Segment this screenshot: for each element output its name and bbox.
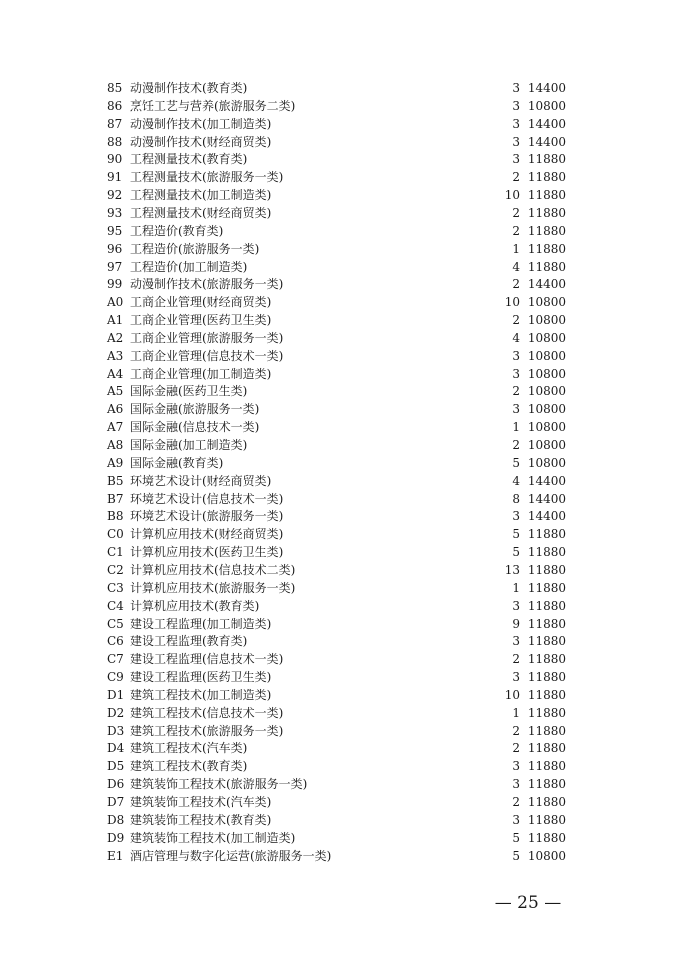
row-code: 91 <box>107 170 123 185</box>
table-row <box>0 134 680 152</box>
row-fee: 11880 <box>527 188 566 203</box>
row-fee: 11880 <box>527 812 566 827</box>
row-fee: 14400 <box>527 116 566 131</box>
table-row <box>0 758 680 776</box>
row-count: 9 <box>512 616 520 631</box>
row-code: C0 <box>107 527 124 542</box>
row-fee: 14400 <box>527 134 566 149</box>
row-fee: 11880 <box>527 545 566 560</box>
row-code: D1 <box>107 687 125 702</box>
row-count: 4 <box>512 473 520 488</box>
row-code: 85 <box>107 81 123 95</box>
table-row <box>0 223 680 241</box>
table-row <box>0 312 680 330</box>
row-fee: 11880 <box>527 598 566 613</box>
table-row <box>0 669 680 687</box>
row-program-name: 建筑工程技术(教育类) <box>130 759 248 774</box>
row-code: 96 <box>107 241 123 256</box>
row-count: 3 <box>512 152 520 167</box>
row-count: 2 <box>512 438 520 452</box>
row-count: 2 <box>512 170 520 185</box>
row-program-name: 建筑工程技术(汽车类) <box>130 741 248 756</box>
row-code: C5 <box>107 616 124 631</box>
row-code: D2 <box>107 705 125 720</box>
row-code: 87 <box>107 116 123 131</box>
row-fee: 10800 <box>527 330 566 345</box>
row-count: 2 <box>512 205 520 220</box>
table-row <box>0 705 680 723</box>
table-row <box>0 455 680 473</box>
row-count: 3 <box>512 134 520 149</box>
row-code: 88 <box>107 134 123 149</box>
row-fee: 10800 <box>527 295 566 310</box>
row-count: 3 <box>512 759 520 774</box>
row-fee: 11880 <box>527 259 566 274</box>
row-code: A3 <box>107 348 124 363</box>
row-count: 5 <box>512 848 520 863</box>
table-row <box>0 259 680 277</box>
row-fee: 11880 <box>527 634 566 649</box>
page-number: — 25 — <box>494 893 562 913</box>
row-program-name: 工商企业管理(加工制造类) <box>130 366 272 381</box>
row-fee: 11880 <box>527 527 566 542</box>
row-code: 93 <box>107 205 123 220</box>
row-code: D3 <box>107 723 125 738</box>
row-program-name: 环境艺术设计(信息技术一类) <box>130 491 284 506</box>
row-fee: 10800 <box>527 420 566 435</box>
table-row <box>0 294 680 312</box>
row-count: 3 <box>512 366 520 381</box>
row-program-name: 建筑装饰工程技术(加工制造类) <box>130 830 296 845</box>
row-fee: 10800 <box>527 848 566 863</box>
table-row <box>0 598 680 616</box>
row-fee: 11880 <box>527 205 566 220</box>
row-count: 2 <box>512 223 520 238</box>
row-count: 2 <box>512 741 520 756</box>
row-program-name: 环境艺术设计(旅游服务一类) <box>130 509 284 524</box>
row-count: 3 <box>512 81 520 95</box>
row-program-name: 烹饪工艺与营养(旅游服务二类) <box>130 98 296 113</box>
row-fee: 11880 <box>527 687 566 702</box>
row-code: A0 <box>107 295 124 310</box>
row-code: A7 <box>107 420 124 435</box>
row-program-name: 国际金融(旅游服务一类) <box>130 402 260 417</box>
row-code: C6 <box>107 634 124 649</box>
row-code: A5 <box>107 384 124 399</box>
row-count: 4 <box>512 259 520 274</box>
row-count: 2 <box>512 795 520 809</box>
row-code: C2 <box>107 562 124 577</box>
row-program-name: 建筑工程技术(信息技术一类) <box>130 705 284 720</box>
table-row <box>0 544 680 562</box>
row-fee: 11880 <box>527 241 566 256</box>
row-program-name: 计算机应用技术(教育类) <box>130 598 260 613</box>
row-code: B7 <box>107 491 124 506</box>
table-row <box>0 633 680 651</box>
row-fee: 10800 <box>527 366 566 381</box>
row-count: 3 <box>512 634 520 649</box>
row-code: A4 <box>107 366 124 381</box>
row-program-name: 国际金融(信息技术一类) <box>130 420 260 435</box>
row-count: 4 <box>512 330 520 345</box>
row-fee: 11880 <box>527 580 566 595</box>
row-code: A2 <box>107 330 124 345</box>
row-program-name: 建筑工程技术(加工制造类) <box>130 687 272 702</box>
row-code: 97 <box>107 259 123 274</box>
row-count: 5 <box>512 545 520 560</box>
row-count: 3 <box>512 598 520 613</box>
row-code: D5 <box>107 759 125 774</box>
row-fee: 11880 <box>527 170 566 185</box>
table-row <box>0 526 680 544</box>
table-row <box>0 473 680 491</box>
row-program-name: 工商企业管理(财经商贸类) <box>130 295 272 310</box>
row-program-name: 工程测量技术(加工制造类) <box>130 188 272 203</box>
row-code: 95 <box>107 223 123 238</box>
row-program-name: 工程造价(旅游服务一类) <box>130 241 260 256</box>
row-fee: 11880 <box>527 830 566 845</box>
page-number-footer <box>0 893 680 913</box>
row-fee: 10800 <box>527 455 566 470</box>
row-code: A9 <box>107 455 124 470</box>
row-program-name: 工商企业管理(信息技术一类) <box>130 348 284 363</box>
row-fee: 11880 <box>527 616 566 631</box>
row-fee: 10800 <box>527 348 566 363</box>
row-program-name: 建筑装饰工程技术(旅游服务一类) <box>130 777 308 792</box>
row-program-name: 建筑装饰工程技术(教育类) <box>130 812 272 827</box>
table-row <box>0 580 680 598</box>
row-count: 2 <box>512 652 520 667</box>
row-code: D8 <box>107 812 125 827</box>
table-row <box>0 740 680 758</box>
table-row <box>0 330 680 348</box>
row-code: C3 <box>107 580 124 595</box>
table-row <box>0 187 680 205</box>
table-row <box>0 437 680 455</box>
row-fee: 11880 <box>527 759 566 774</box>
row-count: 1 <box>512 705 520 720</box>
row-count: 10 <box>504 188 520 203</box>
row-count: 3 <box>512 670 520 685</box>
row-count: 1 <box>512 241 520 256</box>
table-row <box>0 687 680 705</box>
row-fee: 11880 <box>527 741 566 756</box>
table-row <box>0 276 680 294</box>
row-fee: 10800 <box>527 438 566 452</box>
row-program-name: 计算机应用技术(财经商贸类) <box>130 527 284 542</box>
table-row <box>0 848 680 866</box>
table-row <box>0 616 680 634</box>
table-row <box>0 508 680 526</box>
row-fee: 10800 <box>527 98 566 113</box>
table-row <box>0 794 680 812</box>
row-count: 13 <box>504 562 520 577</box>
row-program-name: 建筑工程技术(旅游服务一类) <box>130 723 284 738</box>
row-code: A1 <box>107 313 124 328</box>
row-fee: 11880 <box>527 652 566 667</box>
row-fee: 10800 <box>527 313 566 328</box>
table-row <box>0 241 680 259</box>
row-program-name: 国际金融(加工制造类) <box>130 438 248 452</box>
row-code: D9 <box>107 830 125 845</box>
row-count: 1 <box>512 580 520 595</box>
row-program-name: 计算机应用技术(信息技术二类) <box>130 562 296 577</box>
row-code: D7 <box>107 795 125 809</box>
row-program-name: 工程测量技术(财经商贸类) <box>130 205 272 220</box>
row-fee: 10800 <box>527 402 566 417</box>
row-program-name: 工商企业管理(医药卫生类) <box>130 313 272 328</box>
row-program-name: 动漫制作技术(教育类) <box>130 81 248 95</box>
row-code: C1 <box>107 545 124 560</box>
row-fee: 11880 <box>527 777 566 792</box>
row-program-name: 工商企业管理(旅游服务一类) <box>130 330 284 345</box>
row-count: 10 <box>504 687 520 702</box>
row-code: 99 <box>107 277 123 292</box>
row-fee: 10800 <box>527 384 566 399</box>
table-row <box>0 562 680 580</box>
row-program-name: 计算机应用技术(医药卫生类) <box>130 545 284 560</box>
row-program-name: 动漫制作技术(财经商贸类) <box>130 134 272 149</box>
table-row <box>0 401 680 419</box>
table-row <box>0 151 680 169</box>
row-program-name: 动漫制作技术(加工制造类) <box>130 116 272 131</box>
table-row <box>0 169 680 187</box>
table-row <box>0 205 680 223</box>
row-code: A6 <box>107 402 124 417</box>
row-count: 8 <box>512 491 520 506</box>
row-fee: 11880 <box>527 670 566 685</box>
row-fee: 11880 <box>527 723 566 738</box>
row-count: 2 <box>512 384 520 399</box>
table-row <box>0 776 680 794</box>
row-count: 1 <box>512 420 520 435</box>
table-row <box>0 491 680 509</box>
table-row <box>0 80 680 98</box>
row-code: 92 <box>107 188 123 203</box>
row-program-name: 酒店管理与数字化运营(旅游服务一类) <box>130 848 332 863</box>
row-code: B5 <box>107 473 124 488</box>
row-program-name: 建设工程监理(信息技术一类) <box>130 652 284 667</box>
row-count: 2 <box>512 313 520 328</box>
table-row <box>0 366 680 384</box>
row-fee: 11880 <box>527 795 566 809</box>
row-count: 3 <box>512 509 520 524</box>
row-program-name: 工程测量技术(教育类) <box>130 152 248 167</box>
row-program-name: 建设工程监理(加工制造类) <box>130 616 272 631</box>
table-row <box>0 116 680 134</box>
row-count: 5 <box>512 455 520 470</box>
row-fee: 14400 <box>527 509 566 524</box>
row-count: 5 <box>512 830 520 845</box>
row-code: A8 <box>107 438 124 452</box>
row-fee: 14400 <box>527 473 566 488</box>
row-program-name: 动漫制作技术(旅游服务一类) <box>130 277 284 292</box>
row-count: 3 <box>512 348 520 363</box>
row-code: B8 <box>107 509 124 524</box>
row-program-name: 国际金融(医药卫生类) <box>130 384 248 399</box>
table-row <box>0 98 680 116</box>
table-row <box>0 651 680 669</box>
row-count: 2 <box>512 277 520 292</box>
row-program-name: 工程测量技术(旅游服务一类) <box>130 170 284 185</box>
row-code: D4 <box>107 741 125 756</box>
row-code: E1 <box>107 848 124 863</box>
row-program-name: 国际金融(教育类) <box>130 455 224 470</box>
row-fee: 11880 <box>527 705 566 720</box>
row-code: 90 <box>107 152 123 167</box>
row-count: 10 <box>504 295 520 310</box>
row-count: 3 <box>512 402 520 417</box>
table-row <box>0 830 680 848</box>
row-program-name: 工程造价(教育类) <box>130 223 224 238</box>
table-row <box>0 723 680 741</box>
row-fee: 14400 <box>527 491 566 506</box>
row-program-name: 工程造价(加工制造类) <box>130 259 248 274</box>
row-code: C9 <box>107 670 124 685</box>
row-program-name: 环境艺术设计(财经商贸类) <box>130 473 272 488</box>
row-program-name: 建设工程监理(教育类) <box>130 634 248 649</box>
row-fee: 11880 <box>527 152 566 167</box>
row-count: 3 <box>512 777 520 792</box>
row-count: 3 <box>512 812 520 827</box>
table-row <box>0 348 680 366</box>
row-program-name: 建筑装饰工程技术(汽车类) <box>130 795 272 809</box>
table-row <box>0 419 680 437</box>
row-count: 2 <box>512 723 520 738</box>
row-code: 86 <box>107 98 123 113</box>
row-count: 3 <box>512 98 520 113</box>
row-program-name: 计算机应用技术(旅游服务一类) <box>130 580 296 595</box>
table-row <box>0 812 680 830</box>
row-program-name: 建设工程监理(医药卫生类) <box>130 670 272 685</box>
row-count: 5 <box>512 527 520 542</box>
row-code: C7 <box>107 652 124 667</box>
row-fee: 11880 <box>527 223 566 238</box>
row-code: C4 <box>107 598 124 613</box>
row-fee: 14400 <box>527 81 566 95</box>
row-count: 3 <box>512 116 520 131</box>
table-row <box>0 383 680 401</box>
row-fee: 11880 <box>527 562 566 577</box>
row-code: D6 <box>107 777 125 792</box>
row-fee: 14400 <box>527 277 566 292</box>
